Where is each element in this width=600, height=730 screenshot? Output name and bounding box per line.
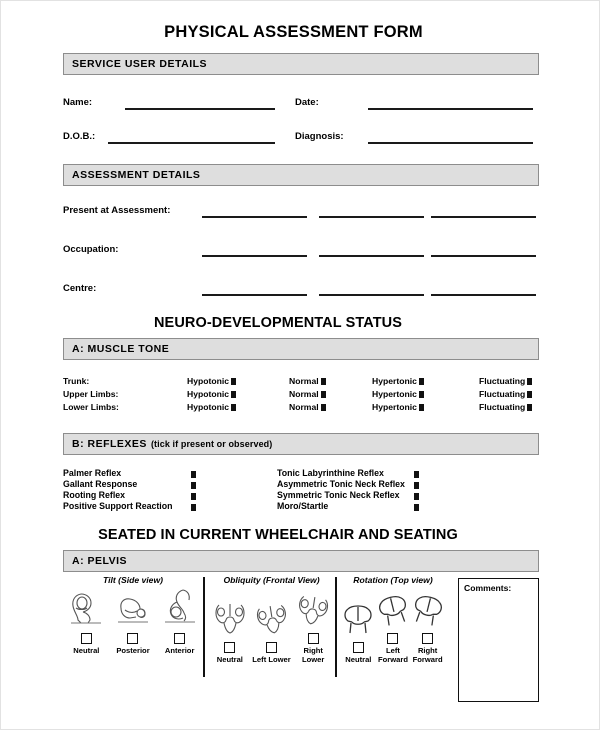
page-content — [17, 9, 584, 723]
checkbox-reflex-symmetric-tonic-neck[interactable] — [412, 491, 419, 501]
comments-box[interactable] — [458, 578, 539, 702]
reflex-label: Symmetric Tonic Neck Reflex — [277, 490, 400, 500]
checkbox-icon[interactable] — [231, 391, 236, 398]
checkbox-reflex-tonic-labyrinthine[interactable] — [412, 469, 419, 479]
section-header-reflexes — [63, 433, 539, 455]
heading-neuro-developmental-status: NEURO-DEVELOPMENTAL STATUS — [153, 315, 403, 331]
pelvis-group-tilt — [63, 575, 203, 687]
checkbox-reflex-gallant[interactable] — [189, 480, 196, 490]
checkbox-obliquity-neutral[interactable] — [224, 642, 235, 653]
reflex-label: Tonic Labyrinthine Reflex — [277, 468, 384, 478]
pelvis-option-tilt-neutral[interactable] — [64, 588, 108, 655]
heading-seated-in-wheelchair: SEATED IN CURRENT WHEELCHAIR AND SEATING — [98, 527, 458, 543]
pelvis-option-caption: Right Lower — [301, 646, 325, 664]
muscle-tone-option-fluctuating[interactable]: Fluctuating — [479, 402, 532, 412]
input-diagnosis[interactable] — [368, 142, 533, 144]
label-name: Name: — [63, 97, 93, 108]
checkbox-icon[interactable] — [321, 404, 326, 411]
pelvis-top-view-neutral-icon — [341, 597, 375, 637]
section-header-service-user-details — [63, 53, 539, 75]
checkbox-icon[interactable] — [321, 391, 326, 398]
pelvis-option-rotation-right-forward[interactable] — [411, 588, 445, 664]
checkbox-reflex-rooting[interactable] — [189, 491, 196, 501]
checkbox-tilt-posterior[interactable] — [127, 633, 138, 644]
input-present-3[interactable] — [431, 216, 536, 218]
pelvis-option-caption: Left Lower — [252, 655, 291, 664]
checkbox-icon[interactable] — [231, 404, 236, 411]
muscle-tone-option-hypertonic[interactable]: Hypertonic — [372, 389, 424, 399]
pelvis-top-view-right-forward-icon — [411, 588, 445, 628]
label-dob: D.O.B.: — [63, 131, 96, 142]
checkbox-obliquity-left-lower[interactable] — [266, 642, 277, 653]
checkbox-icon[interactable] — [419, 391, 424, 398]
section-header-label: ASSESSMENT DETAILS — [72, 169, 201, 181]
pelvis-group-obliquity — [209, 575, 334, 687]
pelvis-frontal-view-neutral-icon — [209, 597, 251, 637]
section-header-note: (tick if present or observed) — [150, 439, 273, 449]
muscle-tone-option-normal[interactable]: Normal — [289, 402, 326, 412]
muscle-tone-option-hypertonic[interactable]: Hypertonic — [372, 376, 424, 386]
input-present-2[interactable] — [319, 216, 424, 218]
checkbox-rotation-left-forward[interactable] — [387, 633, 398, 644]
label-date: Date: — [295, 97, 319, 108]
muscle-tone-option-hypotonic[interactable]: Hypotonic — [187, 376, 236, 386]
input-occupation-3[interactable] — [431, 255, 536, 257]
pelvis-option-tilt-posterior[interactable] — [111, 588, 155, 655]
input-date[interactable] — [368, 108, 533, 110]
pelvis-option-caption: Anterior — [164, 646, 195, 655]
label-occupation: Occupation: — [63, 244, 119, 255]
checkbox-icon[interactable] — [527, 378, 532, 385]
muscle-tone-option-normal[interactable]: Normal — [289, 376, 326, 386]
input-dob[interactable] — [108, 142, 275, 144]
table-row-muscle-tone-trunk — [63, 376, 563, 388]
pelvis-option-caption: Neutral — [345, 655, 372, 664]
reflex-label: Asymmetric Tonic Neck Reflex — [277, 479, 405, 489]
reflex-label: Gallant Response — [63, 479, 138, 489]
section-header-label: A: PELVIS — [72, 555, 128, 567]
section-header-pelvis — [63, 550, 539, 572]
checkbox-reflex-moro-startle[interactable] — [412, 502, 419, 512]
pelvis-option-caption: Neutral — [73, 646, 100, 655]
comments-label: Comments: — [464, 583, 512, 593]
checkbox-icon[interactable] — [527, 391, 532, 398]
pelvis-option-caption: Right Forward — [412, 646, 443, 664]
input-occupation-2[interactable] — [319, 255, 424, 257]
list-item-reflex-moro-startle — [277, 501, 497, 513]
pelvis-option-caption: Posterior — [116, 646, 150, 655]
checkbox-rotation-neutral[interactable] — [353, 642, 364, 653]
field-row-name-date — [63, 97, 563, 113]
pelvis-option-rotation-left-forward[interactable] — [376, 588, 410, 664]
muscle-tone-row-label: Trunk: — [63, 376, 90, 386]
input-name[interactable] — [125, 108, 275, 110]
pelvis-group-divider-2 — [335, 577, 337, 677]
table-row-muscle-tone-upper-limbs — [63, 389, 563, 401]
checkbox-icon[interactable] — [321, 378, 326, 385]
checkbox-icon[interactable] — [231, 378, 236, 385]
field-row-present-at-assessment — [63, 205, 563, 221]
list-item-reflex-positive-support — [63, 501, 263, 513]
input-occupation-1[interactable] — [202, 255, 307, 257]
muscle-tone-option-fluctuating[interactable]: Fluctuating — [479, 376, 532, 386]
section-header-label: B: REFLEXES — [72, 438, 147, 450]
muscle-tone-option-hypertonic[interactable]: Hypertonic — [372, 402, 424, 412]
pelvis-side-view-anterior-icon — [158, 588, 202, 628]
checkbox-obliquity-right-lower[interactable] — [308, 633, 319, 644]
input-centre-1[interactable] — [202, 294, 307, 296]
pelvis-group-rotation — [341, 575, 445, 687]
reflex-label: Positive Support Reaction — [63, 501, 173, 511]
label-diagnosis: Diagnosis: — [295, 131, 344, 142]
muscle-tone-row-label: Lower Limbs: — [63, 402, 119, 412]
checkbox-reflex-positive-support[interactable] — [189, 502, 196, 512]
pelvis-group-divider-1 — [203, 577, 205, 677]
checkbox-icon[interactable] — [419, 404, 424, 411]
pelvis-group-title: Tilt (Side view) — [102, 575, 163, 585]
checkbox-tilt-neutral[interactable] — [81, 633, 92, 644]
page-title: PHYSICAL ASSESSMENT FORM — [164, 23, 423, 41]
section-header-assessment-details — [63, 164, 539, 186]
reflex-label: Moro/Startle — [277, 501, 329, 511]
pelvis-side-view-posterior-icon — [111, 588, 155, 628]
section-header-muscle-tone — [63, 338, 539, 360]
input-centre-3[interactable] — [431, 294, 536, 296]
input-centre-2[interactable] — [319, 294, 424, 296]
section-header-label: A: MUSCLE TONE — [72, 343, 170, 355]
pelvis-assessment-panel — [63, 575, 445, 687]
muscle-tone-option-hypotonic[interactable]: Hypotonic — [187, 389, 236, 399]
pelvis-option-tilt-anterior[interactable] — [158, 588, 202, 655]
checkbox-reflex-asymmetric-tonic-neck[interactable] — [412, 480, 419, 490]
muscle-tone-option-hypotonic[interactable]: Hypotonic — [187, 402, 236, 412]
reflex-label: Palmer Reflex — [63, 468, 122, 478]
checkbox-icon[interactable] — [527, 404, 532, 411]
pelvis-option-obliquity-neutral[interactable] — [209, 597, 251, 664]
checkbox-reflex-palmer[interactable] — [189, 469, 196, 479]
field-row-dob-diagnosis — [63, 131, 563, 147]
checkbox-tilt-anterior[interactable] — [174, 633, 185, 644]
muscle-tone-option-normal[interactable]: Normal — [289, 389, 326, 399]
pelvis-frontal-view-left-lower-icon — [251, 597, 293, 637]
pelvis-side-view-neutral-icon — [64, 588, 108, 628]
pelvis-group-title: Obliquity (Frontal View) — [223, 575, 320, 585]
pelvis-frontal-view-right-lower-icon — [292, 588, 334, 628]
pelvis-top-view-left-forward-icon — [376, 588, 410, 628]
field-row-occupation — [63, 244, 563, 260]
field-row-centre — [63, 283, 563, 299]
pelvis-option-obliquity-right-lower[interactable] — [292, 588, 334, 664]
table-row-muscle-tone-lower-limbs — [63, 402, 563, 414]
pelvis-option-obliquity-left-lower[interactable] — [251, 597, 293, 664]
checkbox-rotation-right-forward[interactable] — [422, 633, 433, 644]
label-present-at-assessment: Present at Assessment: — [63, 205, 171, 216]
reflex-label: Rooting Reflex — [63, 490, 126, 500]
section-header-label: SERVICE USER DETAILS — [72, 58, 208, 70]
pelvis-option-caption: Neutral — [216, 655, 243, 664]
muscle-tone-option-fluctuating[interactable]: Fluctuating — [479, 389, 532, 399]
checkbox-icon[interactable] — [419, 378, 424, 385]
muscle-tone-row-label: Upper Limbs: — [63, 389, 119, 399]
input-present-1[interactable] — [202, 216, 307, 218]
pelvis-group-title: Rotation (Top view) — [353, 575, 433, 585]
label-centre: Centre: — [63, 283, 97, 294]
pelvis-option-rotation-neutral[interactable] — [341, 597, 375, 664]
pelvis-option-caption: Left Forward — [378, 646, 408, 664]
